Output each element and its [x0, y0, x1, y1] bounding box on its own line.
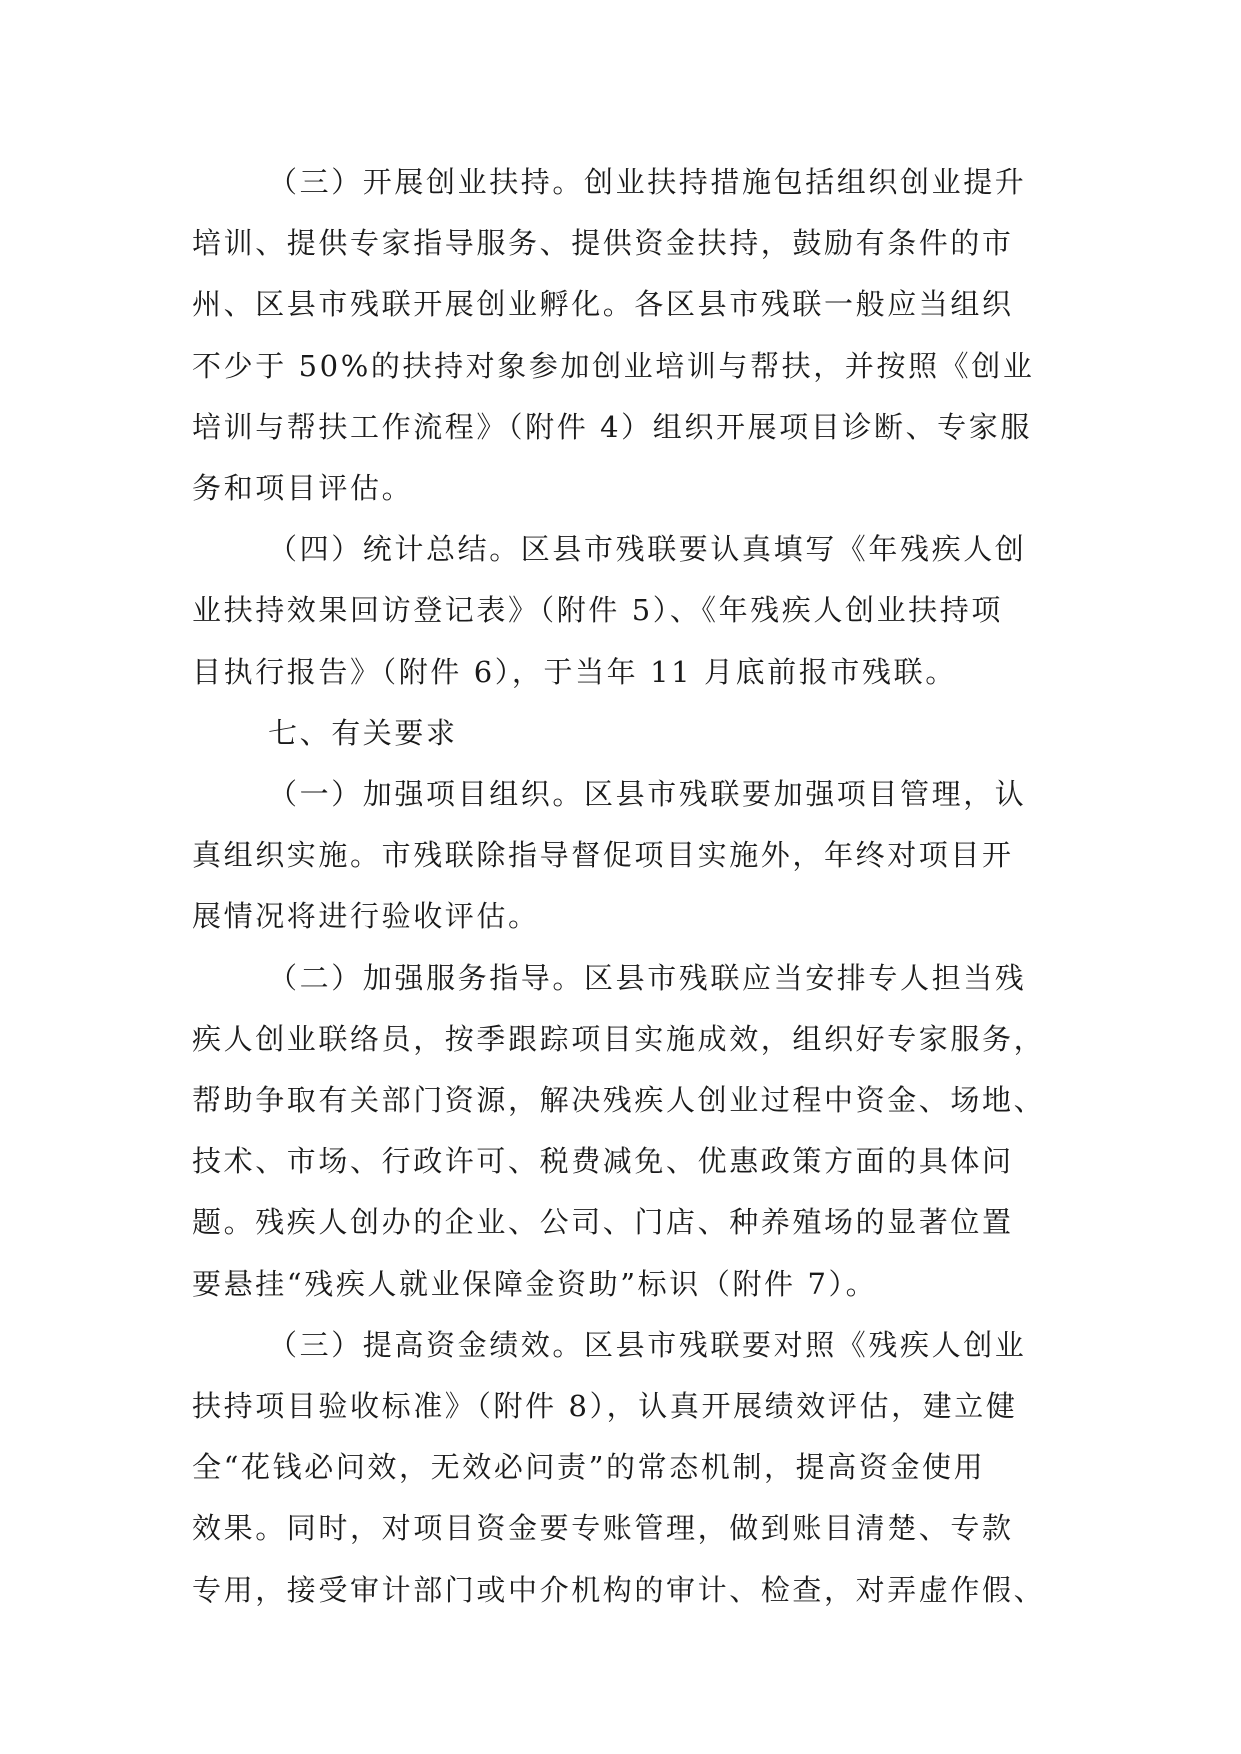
- text-line: 培训与帮扶工作流程》（附件 4）组织开展项目诊断、专家服: [192, 409, 1032, 444]
- text-line: 技术、市场、行政许可、税费减免、优惠政策方面的具体问: [192, 1144, 1014, 1179]
- text-line: 扶持项目验收标准》（附件 8），认真开展绩效评估，建立健: [192, 1389, 1018, 1424]
- text-line: 培训、提供专家指导服务、提供资金扶持，鼓励有条件的市: [192, 226, 1014, 261]
- paragraph-project-organization: [192, 764, 1052, 948]
- text-line: 务和项目评估。: [192, 471, 414, 506]
- text-line: 专用，接受审计部门或中介机构的审计、检查，对弄虚作假、: [192, 1572, 1046, 1607]
- text-line: （三）提高资金绩效。区县市残联要对照《残疾人创业: [268, 1327, 1027, 1362]
- text-line: 帮助争取有关部门资源，解决残疾人创业过程中资金、场地、: [192, 1083, 1046, 1118]
- section-heading: [192, 703, 1052, 764]
- paragraph-entrepreneurship-support: [192, 152, 1052, 519]
- text-line: 展情况将进行验收评估。: [192, 899, 540, 934]
- document-body: [192, 152, 1052, 1621]
- paragraph-statistics-summary: [192, 519, 1052, 703]
- text-line: （四）统计总结。区县市残联要认真填写《年残疾人创: [268, 532, 1027, 567]
- text-line: 题。残疾人创办的企业、公司、门店、种养殖场的显著位置: [192, 1205, 1014, 1240]
- text-line: 真组织实施。市残联除指导督促项目实施外，年终对项目开: [192, 838, 1014, 873]
- text-line: （三）开展创业扶持。创业扶持措施包括组织创业提升: [268, 165, 1027, 199]
- section-heading-text: 七、有关要求: [268, 715, 458, 750]
- text-line: 疾人创业联络员，按季跟踪项目实施成效，组织好专家服务，: [192, 1021, 1046, 1056]
- text-line: （一）加强项目组织。区县市残联要加强项目管理，认: [268, 777, 1027, 812]
- text-line: 全“花钱必问效，无效必问责”的常态机制，提高资金使用: [192, 1450, 986, 1485]
- text-line: 不少于 50%的扶持对象参加创业培训与帮扶，并按照《创业: [192, 348, 1035, 383]
- text-line: 要悬挂“残疾人就业保障金资助”标识（附件 7）。: [192, 1266, 878, 1301]
- paragraph-service-guidance: [192, 948, 1052, 1315]
- text-line: 州、区县市残联开展创业孵化。各区县市残联一般应当组织: [192, 287, 1014, 322]
- text-line: 目执行报告》（附件 6），于当年 11 月底前报市残联。: [192, 654, 957, 689]
- text-line: 效果。同时，对项目资金要专账管理，做到账目清楚、专款: [192, 1511, 1014, 1546]
- paragraph-fund-performance: [192, 1315, 1052, 1621]
- text-line: 业扶持效果回访登记表》（附件 5）、《年残疾人创业扶持项: [192, 593, 1003, 628]
- text-line: （二）加强服务指导。区县市残联应当安排专人担当残: [268, 960, 1027, 995]
